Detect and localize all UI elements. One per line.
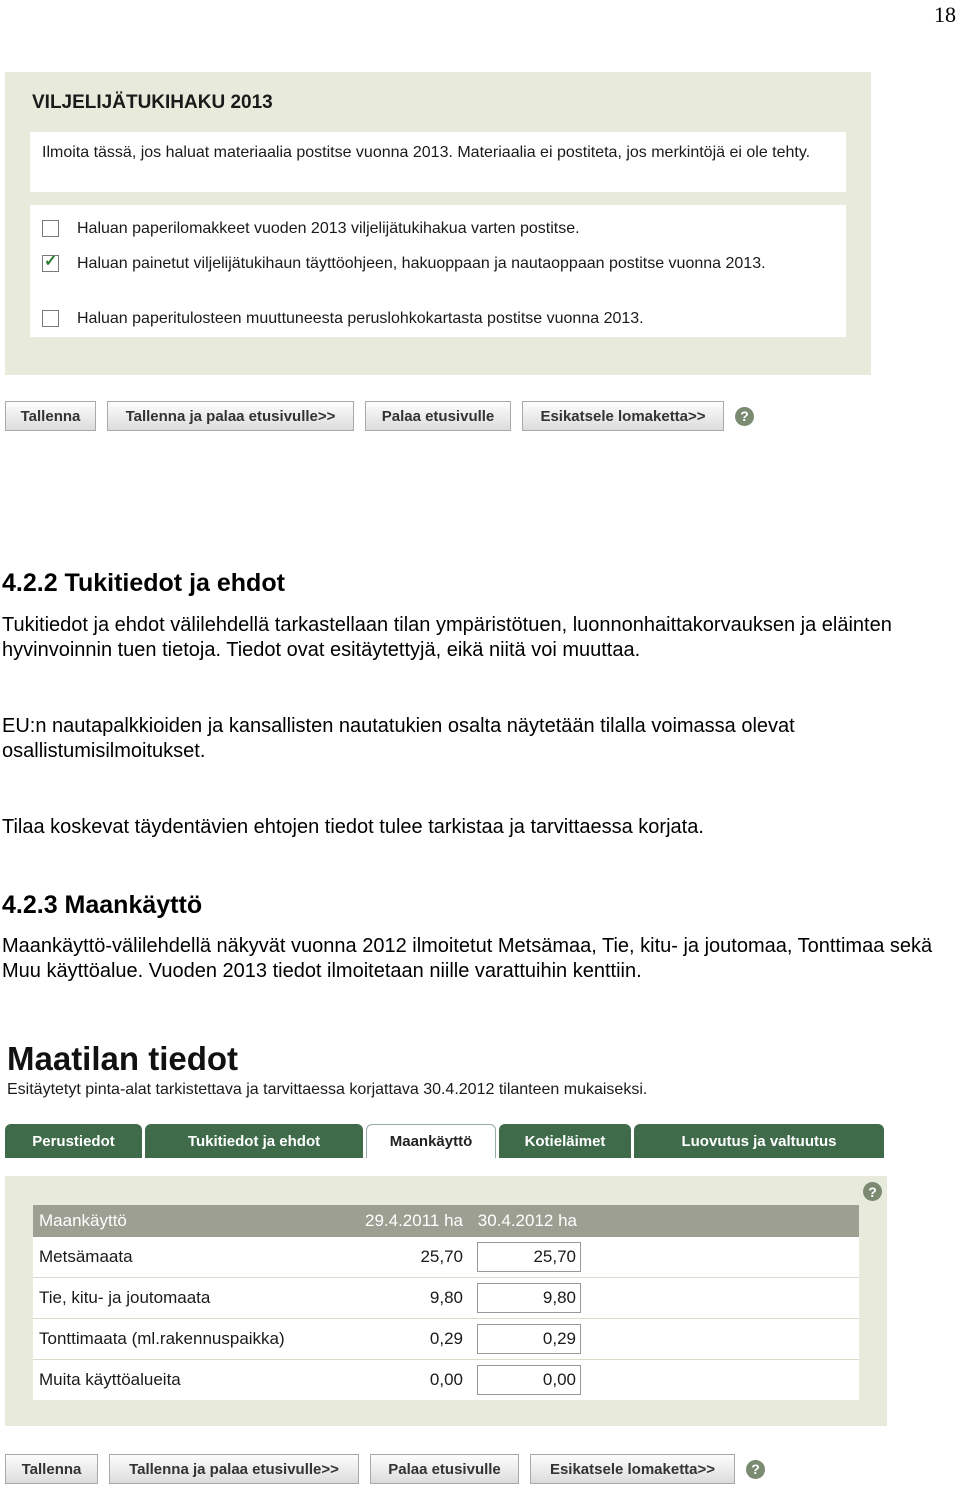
tab-luovutus[interactable]: Luovutus ja valtuutus <box>634 1124 884 1158</box>
land-use-table <box>33 1205 859 1400</box>
help-icon[interactable]: ? <box>863 1182 882 1201</box>
save-button[interactable]: Tallenna <box>5 1454 98 1484</box>
options-box <box>30 205 846 337</box>
help-icon[interactable]: ? <box>746 1460 765 1479</box>
return-button[interactable]: Palaa etusivulle <box>365 401 511 431</box>
option-label: Haluan painetut viljelijätukihaun täyttöohjeen, hakuoppaan ja nautaoppaan postitse vuonna 2013. <box>77 255 766 272</box>
page-subtitle: Esitäytetyt pinta-alat tarkistettava ja tarvittaessa korjattava 30.4.2012 tilanteen mukaiseksi. <box>7 1081 648 1098</box>
table-row <box>33 1360 859 1400</box>
value-2012-input[interactable]: 0,29 <box>477 1324 581 1354</box>
value-2011: 25,70 <box>420 1247 463 1266</box>
preview-button[interactable]: Esikatsele lomaketta>> <box>530 1454 735 1484</box>
option-map-printout[interactable] <box>42 309 817 329</box>
paragraph: Tukitiedot ja ehdot välilehdellä tarkastellaan tilan ympäristötuen, luonnonhaittakorvauksen ja eläinten hyvinvoinnin tuen tietoja. Tiedot ovat esitäytettyjä, eikä niitä voi muuttaa. <box>2 614 892 661</box>
row-label: Tonttimaata (ml.rakennuspaikka) <box>39 1329 285 1348</box>
button-bar-top <box>5 401 754 431</box>
column-header: Maankäyttö <box>39 1211 127 1230</box>
value-2012-input[interactable]: 9,80 <box>477 1283 581 1313</box>
row-label: Metsämaata <box>39 1247 133 1266</box>
table-row <box>33 1237 859 1277</box>
tab-bar <box>5 1124 887 1158</box>
info-text: Ilmoita tässä, jos haluat materiaalia postitse vuonna 2013. Materiaalia ei postiteta, jos merkintöjä ei ole tehty. <box>42 144 811 161</box>
checkbox[interactable] <box>42 220 59 237</box>
button-bar-bottom <box>5 1454 765 1484</box>
help-icon[interactable]: ? <box>735 407 754 426</box>
paragraph: Maankäyttö-välilehdellä näkyvät vuonna 2012 ilmoitetut Metsämaa, Tie, kitu- ja joutomaa, Tonttimaa sekä Muu käyttöalue. Vuoden 2013 tiedot ilmoitetaan niille varattuihin kenttiin. <box>2 935 933 982</box>
return-button[interactable]: Palaa etusivulle <box>370 1454 519 1484</box>
section-heading-423: 4.2.3 Maankäyttö <box>2 891 203 919</box>
value-2011: 0,29 <box>429 1329 463 1348</box>
land-use-panel <box>5 1176 887 1426</box>
row-label: Tie, kitu- ja joutomaata <box>39 1288 211 1307</box>
column-header: 29.4.2011 ha <box>365 1211 463 1230</box>
column-header: 30.4.2012 ha <box>477 1211 577 1230</box>
preview-button[interactable]: Esikatsele lomaketta>> <box>522 401 724 431</box>
checkbox[interactable] <box>42 310 59 327</box>
info-box <box>30 132 846 192</box>
table-header <box>33 1205 859 1237</box>
table-row <box>33 1278 859 1318</box>
tab-maankaytto[interactable]: Maankäyttö <box>366 1124 496 1158</box>
tab-kotielaimet[interactable]: Kotieläimet <box>499 1124 631 1158</box>
value-2011: 0,00 <box>429 1370 463 1389</box>
row-label: Muita käyttöalueita <box>39 1370 181 1389</box>
value-2012-input[interactable]: 25,70 <box>477 1242 581 1272</box>
option-printed-guides[interactable] <box>42 254 817 274</box>
option-label: Haluan paperilomakkeet vuoden 2013 viljelijätukihakua varten postitse. <box>77 220 580 237</box>
checkbox-checked[interactable] <box>42 255 59 272</box>
paragraph: Tilaa koskevat täydentävien ehtojen tiedot tulee tarkistaa ja tarvittaessa korjata. <box>2 816 704 838</box>
value-2012-input[interactable]: 0,00 <box>477 1365 581 1395</box>
material-order-panel <box>5 72 871 375</box>
tab-tukitiedot[interactable]: Tukitiedot ja ehdot <box>145 1124 363 1158</box>
save-and-return-button[interactable]: Tallenna ja palaa etusivulle>> <box>107 401 354 431</box>
save-button[interactable]: Tallenna <box>5 401 96 431</box>
option-label: Haluan paperitulosteen muuttuneesta peruslohkokartasta postitse vuonna 2013. <box>77 310 644 327</box>
page-title: Maatilan tiedot <box>7 1040 239 1077</box>
section-heading-422: 4.2.2 Tukitiedot ja ehdot <box>2 569 285 597</box>
tab-perustiedot[interactable]: Perustiedot <box>5 1124 142 1158</box>
page-number: 18 <box>934 2 956 27</box>
form-title: VILJELIJÄTUKIHAKU 2013 <box>32 92 273 113</box>
option-paper-forms[interactable] <box>42 219 817 239</box>
paragraph: EU:n nautapalkkioiden ja kansallisten nautatukien osalta näytetään tilalla voimassa olevat osallistumisilmoitukset. <box>2 715 795 762</box>
save-and-return-button[interactable]: Tallenna ja palaa etusivulle>> <box>109 1454 359 1484</box>
value-2011: 9,80 <box>429 1288 463 1307</box>
table-row <box>33 1319 859 1359</box>
